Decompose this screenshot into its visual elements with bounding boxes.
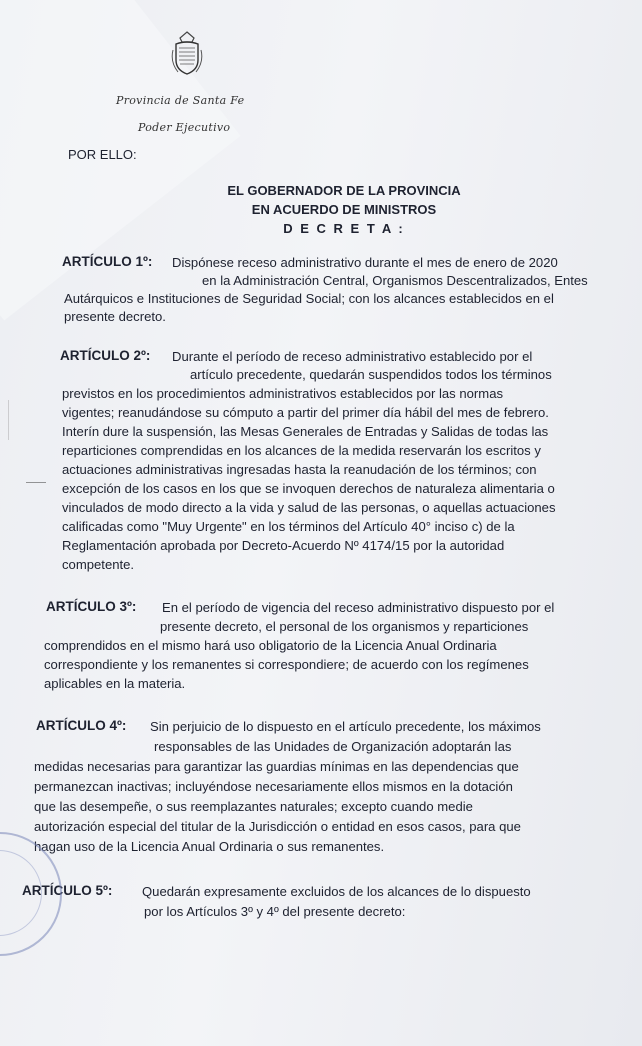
article-text-line: por los Artículos 3º y 4º del presente decreto: (144, 904, 406, 919)
provincial-crest-icon (170, 30, 204, 76)
article-text-line: competente. (62, 557, 135, 572)
article-text-line: autorización especial del titular de la Jurisdicción o entidad en esos casos, para que (34, 819, 521, 834)
article-label: ARTÍCULO 2º: (60, 348, 151, 363)
margin-mark (8, 400, 17, 440)
article-text-line: responsables de las Unidades de Organización adoptarán las (154, 739, 512, 754)
heading-ministers: EN ACUERDO DE MINISTROS (251, 202, 437, 217)
article-text-line: comprendidos en el mismo hará uso obligatorio de la Licencia Anual Ordinaria (44, 638, 497, 653)
article-text-line: correspondiente y los remanentes si correspondiere; de acuerdo con los regímenes (44, 657, 529, 672)
article-text-line: En el período de vigencia del receso administrativo dispuesto por el (162, 600, 555, 615)
article-text-line: permanezcan inactivas; incluyéndose necesariamente ellos mismos en la dotación (34, 779, 513, 794)
article-text-line: Interín dure la suspensión, las Mesas Generales de Entradas y Salidas de todas las (62, 424, 549, 439)
article-text-line: excepción de los casos en los que se invoquen derechos de naturaleza alimentaria o (62, 481, 555, 496)
article-text-line: hagan uso de la Licencia Anual Ordinaria o sus remanentes. (34, 839, 385, 854)
margin-dash (26, 482, 46, 483)
article-text-line: Quedarán expresamente excluidos de los alcances de lo dispuesto (142, 884, 531, 899)
article-text-line: aplicables en la materia. (44, 676, 186, 691)
article-text-line: calificadas como "Muy Urgente" en los términos del Artículo 40° inciso c) de la (62, 519, 515, 534)
header-branch: Poder Ejecutivo (138, 121, 231, 134)
article-text-line: reparticiones comprendidas en los alcances de la medida reservarán los escritos y (62, 443, 541, 458)
heading-governor: EL GOBERNADOR DE LA PROVINCIA (227, 183, 461, 198)
article-text-line: vinculados de modo directo a la vida y salud de las personas, o aquellas actuaciones (62, 500, 556, 515)
article-text-line: Autárquicos e Instituciones de Seguridad Social; con los alcances establecidos en el (64, 291, 554, 306)
article-text-line: Durante el período de receso administrativo establecido por el (172, 349, 533, 364)
article-text-line: vigentes; reanudándose su cómputo a partir del primer día hábil del mes de febrero. (62, 405, 549, 420)
heading-decreta: D E C R E T A : (283, 221, 405, 236)
article-text-line: que las desempeñe, o sus reemplazantes naturales; excepto cuando medie (34, 799, 473, 814)
article-text-line: presente decreto, el personal de los organismos y reparticiones (160, 619, 529, 634)
article-text-line: actuaciones administrativas ingresadas hasta la reanudación de los términos; con (62, 462, 537, 477)
article-text-line: previstos en los procedimientos administrativos establecidos por las normas (62, 386, 504, 401)
article-text-line: Reglamentación aprobada por Decreto-Acuerdo Nº 4174/15 por la autoridad (62, 538, 505, 553)
article-text-line: Dispónese receso administrativo durante el mes de enero de 2020 (172, 255, 558, 270)
article-text-line: medidas necesarias para garantizar las guardias mínimas en las dependencias que (34, 759, 519, 774)
article-label: ARTÍCULO 3º: (46, 599, 137, 614)
article-text-line: en la Administración Central, Organismos Descentralizados, Entes (202, 273, 588, 288)
article-label: ARTÍCULO 4º: (36, 718, 127, 733)
article-text-line: artículo precedente, quedarán suspendidos todos los términos (190, 367, 552, 382)
article-text-line: Sin perjuicio de lo dispuesto en el artículo precedente, los máximos (150, 719, 541, 734)
header-province: Provincia de Santa Fe (116, 94, 245, 107)
intro-por-ello: POR ELLO: (68, 147, 137, 162)
article-text-line: presente decreto. (64, 309, 166, 324)
article-label: ARTÍCULO 5º: (22, 883, 113, 898)
article-label: ARTÍCULO 1º: (62, 254, 153, 269)
